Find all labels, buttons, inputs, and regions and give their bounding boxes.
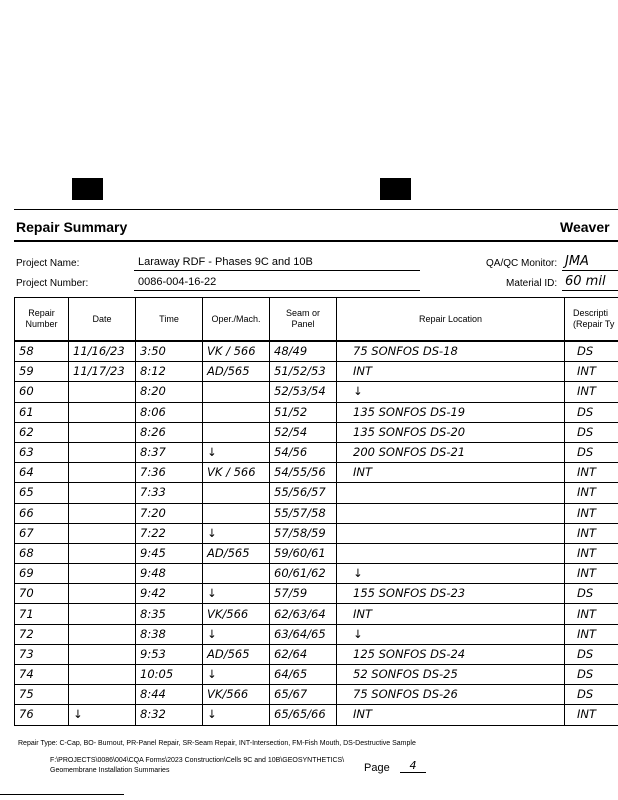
- time-cell: 8:26: [136, 422, 203, 442]
- repair-number-cell: 59: [15, 362, 69, 382]
- repair-location-cell: ↓: [337, 564, 565, 584]
- time-cell: 9:42: [136, 584, 203, 604]
- oper-mach-cell: ↓: [203, 624, 270, 644]
- date-cell: [69, 644, 136, 664]
- repair-location-cell: [337, 543, 565, 563]
- seam-panel-cell: 48/49: [270, 341, 337, 362]
- oper-mach-cell: ↓: [203, 665, 270, 685]
- oper-mach-cell: ↓: [203, 705, 270, 725]
- seam-panel-cell: 55/57/58: [270, 503, 337, 523]
- repair-location-cell: INT: [337, 705, 565, 725]
- date-cell: [69, 503, 136, 523]
- file-path-line-1: F:\PROJECTS\0086\004\CQA Forms\2023 Construction\Cells 9C and 10B\GEOSYNTHETICS\: [50, 757, 345, 764]
- repair-location-cell: 75 SONFOS DS-26: [337, 685, 565, 705]
- repair-number-cell: 69: [15, 564, 69, 584]
- description-cell: DS: [565, 644, 618, 664]
- table-row: [15, 564, 618, 584]
- description-cell: INT: [565, 564, 618, 584]
- description-cell: INT: [565, 503, 618, 523]
- time-cell: 9:48: [136, 564, 203, 584]
- repair-location-cell: [337, 503, 565, 523]
- repair-number-cell: 62: [15, 422, 69, 442]
- repair-number-cell: 65: [15, 483, 69, 503]
- repair-location-cell: 125 SONFOS DS-24: [337, 644, 565, 664]
- oper-mach-cell: [203, 422, 270, 442]
- description-cell: DS: [565, 442, 618, 462]
- seam-panel-cell: 51/52/53: [270, 362, 337, 382]
- seam-panel-cell: 51/52: [270, 402, 337, 422]
- table-row: [15, 665, 618, 685]
- oper-mach-cell: [203, 402, 270, 422]
- seam-panel-cell: 60/61/62: [270, 564, 337, 584]
- project-name-underline: [134, 270, 420, 271]
- table-row: [15, 341, 618, 362]
- time-cell: 9:45: [136, 543, 203, 563]
- seam-panel-cell: 65/67: [270, 685, 337, 705]
- time-cell: 8:37: [136, 442, 203, 462]
- repair-number-cell: 66: [15, 503, 69, 523]
- seam-panel-cell: 62/63/64: [270, 604, 337, 624]
- qaqc-underline: [562, 270, 618, 271]
- seam-panel-cell: 52/54: [270, 422, 337, 442]
- table-row: [15, 402, 618, 422]
- oper-mach-cell: VK/566: [203, 604, 270, 624]
- seam-panel-cell: 57/58/59: [270, 523, 337, 543]
- time-cell: 8:06: [136, 402, 203, 422]
- page-number: 4: [400, 759, 426, 773]
- seam-panel-cell: 54/56: [270, 442, 337, 462]
- repair-location-cell: 155 SONFOS DS-23: [337, 584, 565, 604]
- oper-mach-cell: [203, 564, 270, 584]
- repair-location-cell: 135 SONFOS DS-20: [337, 422, 565, 442]
- repair-location-cell: INT: [337, 362, 565, 382]
- oper-mach-cell: [203, 382, 270, 402]
- table-row: [15, 442, 618, 462]
- table-row: [15, 422, 618, 442]
- project-number-value: 0086-004-16-22: [138, 276, 217, 288]
- seam-panel-cell: 62/64: [270, 644, 337, 664]
- oper-mach-cell: VK / 566: [203, 463, 270, 483]
- date-cell: 11/16/23: [69, 341, 136, 362]
- qaqc-monitor-label: QA/QC Monitor:: [486, 258, 558, 269]
- repair-location-cell: 52 SONFOS DS-25: [337, 665, 565, 685]
- oper-mach-cell: ↓: [203, 523, 270, 543]
- description-cell: INT: [565, 382, 618, 402]
- repair-number-cell: 67: [15, 523, 69, 543]
- description-cell: INT: [565, 362, 618, 382]
- date-cell: [69, 442, 136, 462]
- seam-panel-cell: 59/60/61: [270, 543, 337, 563]
- repair-number-cell: 72: [15, 624, 69, 644]
- qaqc-monitor-value: JMA: [565, 254, 589, 269]
- table-row: [15, 483, 618, 503]
- time-cell: 10:05: [136, 665, 203, 685]
- description-cell: DS: [565, 665, 618, 685]
- table-row: [15, 584, 618, 604]
- description-cell: DS: [565, 402, 618, 422]
- col-header-seam-panel: Seam or Panel: [270, 298, 337, 342]
- oper-mach-cell: AD/565: [203, 362, 270, 382]
- time-cell: 7:36: [136, 463, 203, 483]
- description-cell: INT: [565, 543, 618, 563]
- repair-number-cell: 61: [15, 402, 69, 422]
- time-cell: 7:20: [136, 503, 203, 523]
- oper-mach-cell: ↓: [203, 584, 270, 604]
- repair-number-cell: 68: [15, 543, 69, 563]
- time-cell: 7:22: [136, 523, 203, 543]
- date-cell: [69, 422, 136, 442]
- oper-mach-cell: AD/565: [203, 644, 270, 664]
- date-cell: [69, 685, 136, 705]
- description-cell: DS: [565, 422, 618, 442]
- repair-number-cell: 74: [15, 665, 69, 685]
- description-cell: INT: [565, 483, 618, 503]
- table-header-row: [15, 298, 618, 342]
- repair-location-cell: 75 SONFOS DS-18: [337, 341, 565, 362]
- date-cell: ↓: [69, 705, 136, 725]
- project-name-value: Laraway RDF - Phases 9C and 10B: [138, 256, 313, 268]
- oper-mach-cell: ↓: [203, 442, 270, 462]
- description-cell: INT: [565, 523, 618, 543]
- table-row: [15, 604, 618, 624]
- time-cell: 8:44: [136, 685, 203, 705]
- description-cell: INT: [565, 463, 618, 483]
- seam-panel-cell: 54/55/56: [270, 463, 337, 483]
- table-row: [15, 705, 618, 725]
- repair-number-cell: 76: [15, 705, 69, 725]
- date-cell: [69, 604, 136, 624]
- company-name: Weaver: [560, 219, 610, 235]
- table-row: [15, 503, 618, 523]
- oper-mach-cell: VK/566: [203, 685, 270, 705]
- seam-panel-cell: 64/65: [270, 665, 337, 685]
- date-cell: [69, 665, 136, 685]
- time-cell: 8:20: [136, 382, 203, 402]
- seam-panel-cell: 65/65/66: [270, 705, 337, 725]
- date-cell: [69, 523, 136, 543]
- date-cell: 11/17/23: [69, 362, 136, 382]
- registration-mark-left: [72, 178, 103, 200]
- description-cell: INT: [565, 624, 618, 644]
- oper-mach-cell: [203, 483, 270, 503]
- date-cell: [69, 483, 136, 503]
- time-cell: 8:12: [136, 362, 203, 382]
- table-row: [15, 685, 618, 705]
- seam-panel-cell: 52/53/54: [270, 382, 337, 402]
- col-header-description: Descripti (Repair Ty: [565, 298, 618, 342]
- time-cell: 9:53: [136, 644, 203, 664]
- table-row: [15, 644, 618, 664]
- description-cell: INT: [565, 705, 618, 725]
- oper-mach-cell: VK / 566: [203, 341, 270, 362]
- table-row: [15, 463, 618, 483]
- file-path-line-2: Geomembrane Installation Summaries: [50, 767, 170, 774]
- material-id-underline: [562, 290, 618, 291]
- date-cell: [69, 564, 136, 584]
- repair-number-cell: 60: [15, 382, 69, 402]
- time-cell: 8:32: [136, 705, 203, 725]
- table-row: [15, 362, 618, 382]
- material-id-label: Material ID:: [506, 278, 558, 289]
- repair-location-cell: 200 SONFOS DS-21: [337, 442, 565, 462]
- description-cell: INT: [565, 604, 618, 624]
- repair-number-cell: 70: [15, 584, 69, 604]
- page-label: Page: [364, 762, 390, 774]
- bottom-left-rule: [0, 794, 124, 795]
- col-header-time: Time: [136, 298, 203, 342]
- seam-panel-cell: 63/64/65: [270, 624, 337, 644]
- date-cell: [69, 463, 136, 483]
- seam-panel-cell: 57/59: [270, 584, 337, 604]
- repair-summary-table: [14, 297, 618, 726]
- repair-number-cell: 73: [15, 644, 69, 664]
- table-row: [15, 624, 618, 644]
- repair-location-cell: ↓: [337, 382, 565, 402]
- project-number-underline: [134, 290, 420, 291]
- date-cell: [69, 584, 136, 604]
- table-row: [15, 382, 618, 402]
- date-cell: [69, 402, 136, 422]
- repair-location-cell: ↓: [337, 624, 565, 644]
- table-row: [15, 543, 618, 563]
- time-cell: 3:50: [136, 341, 203, 362]
- description-cell: DS: [565, 685, 618, 705]
- date-cell: [69, 543, 136, 563]
- repair-type-legend: Repair Type: C-Cap, BO- Burnout, PR-Panel Repair, SR-Seam Repair, INT-Intersection, FM-Fish Mouth, DS-Destructive Sample: [18, 740, 416, 747]
- title-rule: [14, 240, 618, 242]
- repair-location-cell: 135 SONFOS DS-19: [337, 402, 565, 422]
- oper-mach-cell: AD/565: [203, 543, 270, 563]
- table-row: [15, 523, 618, 543]
- form-title: Repair Summary: [16, 219, 128, 235]
- col-header-oper-mach: Oper./Mach.: [203, 298, 270, 342]
- repair-number-cell: 58: [15, 341, 69, 362]
- date-cell: [69, 382, 136, 402]
- repair-number-cell: 71: [15, 604, 69, 624]
- oper-mach-cell: [203, 503, 270, 523]
- repair-number-cell: 75: [15, 685, 69, 705]
- col-header-repair-location: Repair Location: [337, 298, 565, 342]
- registration-mark-right: [380, 178, 411, 200]
- repair-number-cell: 64: [15, 463, 69, 483]
- time-cell: 8:35: [136, 604, 203, 624]
- col-header-date: Date: [69, 298, 136, 342]
- project-name-label: Project Name:: [16, 258, 80, 269]
- col-header-repair-number: Repair Number: [15, 298, 69, 342]
- repair-location-cell: INT: [337, 604, 565, 624]
- repair-location-cell: INT: [337, 463, 565, 483]
- time-cell: 7:33: [136, 483, 203, 503]
- seam-panel-cell: 55/56/57: [270, 483, 337, 503]
- description-cell: DS: [565, 584, 618, 604]
- time-cell: 8:38: [136, 624, 203, 644]
- project-number-label: Project Number:: [16, 278, 89, 289]
- repair-location-cell: [337, 523, 565, 543]
- description-cell: DS: [565, 341, 618, 362]
- date-cell: [69, 624, 136, 644]
- repair-location-cell: [337, 483, 565, 503]
- material-id-value: 60 mil: [565, 274, 606, 289]
- top-rule: [14, 209, 618, 210]
- repair-number-cell: 63: [15, 442, 69, 462]
